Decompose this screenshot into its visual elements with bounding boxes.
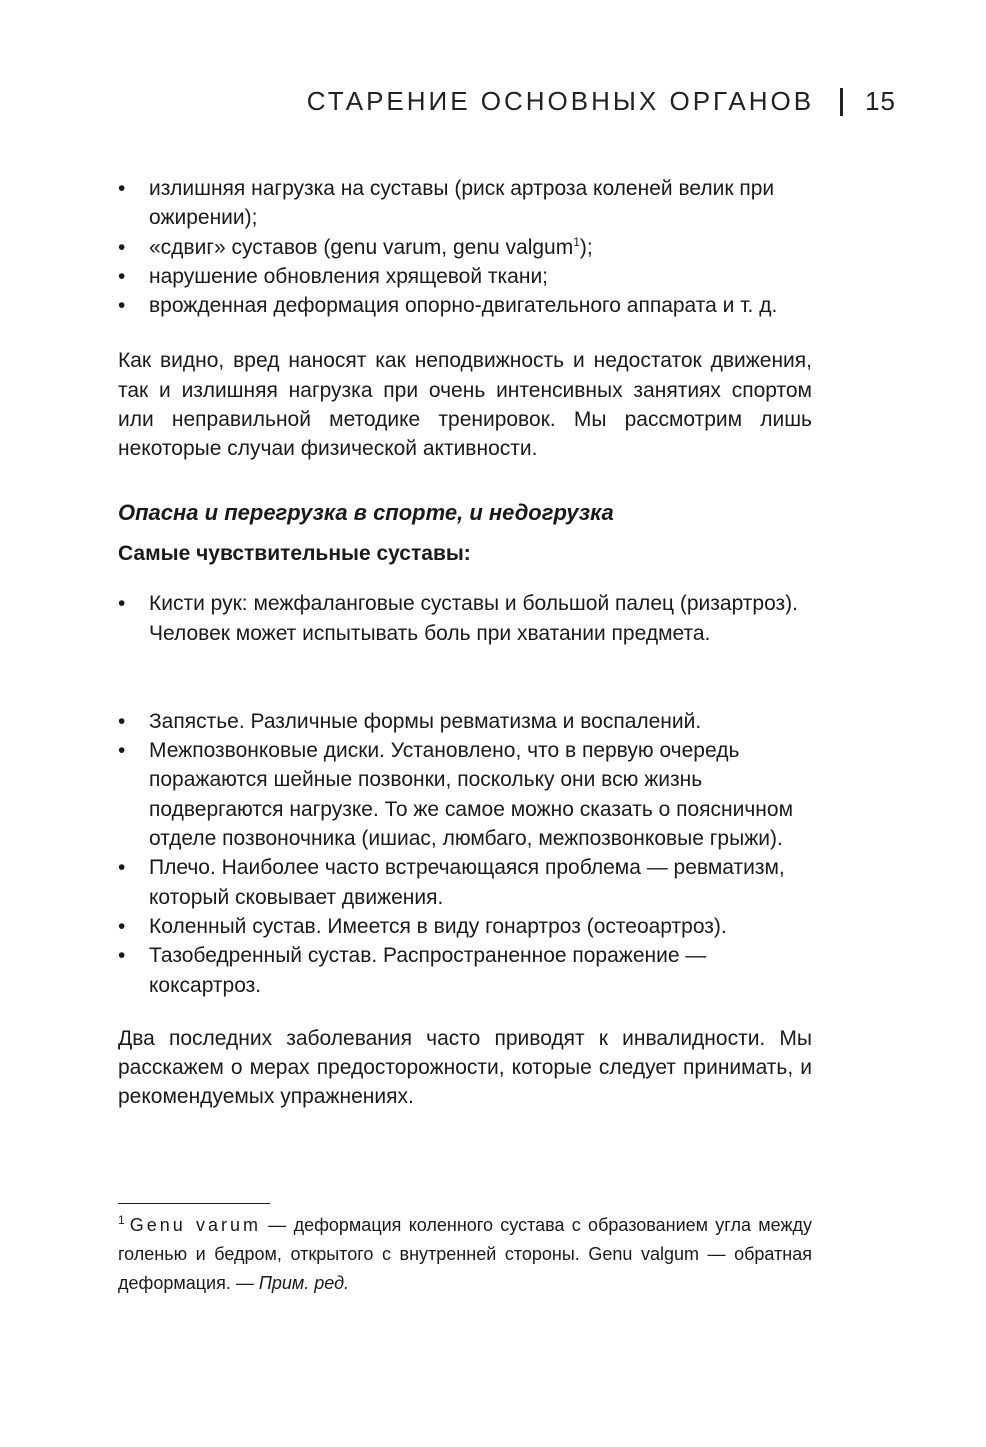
page-number: 15 xyxy=(865,86,896,116)
paragraph: Как видно, вред наносят как неподвижность и недостаток движения, так и излишняя нагрузка при очень интенсивных занятиях спортом или неправильной методике тренировок. Мы рассмотрим лишь некоторые случаи физической активности. xyxy=(118,349,812,461)
footnote-text: — деформация коленного сустава с образованием угла между голенью и бедром, открытого с внутренней стороны. Genu valgum — обратная деформация. — xyxy=(118,1215,812,1293)
subheading: Самые чувствительные суставы: xyxy=(118,541,471,565)
footnote-marker: 1 xyxy=(118,1213,125,1227)
list-item xyxy=(118,174,812,233)
list-item-text-tail: ); xyxy=(579,235,593,259)
footnote xyxy=(118,1211,812,1298)
list-item-text: излишняя нагрузка на суставы (риск артроза коленей велик при ожирении); xyxy=(149,177,775,230)
running-head-title: СТАРЕНИЕ ОСНОВНЫХ ОРГАНОВ xyxy=(306,86,815,116)
running-head xyxy=(307,86,896,117)
list-item: • Запястье. Различные формы ревматизма и воспалений. xyxy=(118,707,812,736)
list-item: • Плечо. Наиболее часто встречающаяся проблема — ревматизм, который сковывает движения. xyxy=(118,853,812,912)
list-item xyxy=(118,262,812,291)
footnote-divider xyxy=(118,1203,270,1204)
page-body xyxy=(118,174,812,1112)
list-item: • Кисти рук: межфаланговые суставы и большой палец (ризартроз). Человек может испытывать боль при хватании предмета. xyxy=(118,589,812,648)
joints-list-a xyxy=(118,589,812,648)
footnote-ref: 1 xyxy=(573,234,580,249)
causes-list xyxy=(118,174,812,320)
list-item xyxy=(118,291,812,320)
list-item: • Коленный сустав. Имеется в виду гонартроз (остеоартроз). xyxy=(118,912,812,941)
list-item: • Тазобедренный сустав. Распространенное поражение — коксартроз. xyxy=(118,941,812,1000)
list-item-text: «сдвиг» суставов (genu varum, genu valgum xyxy=(149,235,574,259)
list-item-text: нарушение обновления хрящевой ткани; xyxy=(149,264,549,288)
list-item: • Межпозвонковые диски. Установлено, что в первую очередь поражаются шейные позвонки, поскольку они всю жизнь подвергаются нагрузке. То же самое можно сказать о поясничном отделе позвоночника (ишиас, люмбаго, межпозвонковые грыжи). xyxy=(118,736,812,853)
list-item xyxy=(118,233,812,262)
joints-list-b xyxy=(118,707,812,1000)
list-item-text: врожденная деформация опорно-двигательного аппарата и т. д. xyxy=(149,294,778,318)
footnote-term: Genu varum xyxy=(129,1215,262,1235)
section-heading: Опасна и перегрузка в спорте, и недогрузка xyxy=(118,499,614,525)
footnote-editor-note: Прим. ред. xyxy=(258,1273,350,1293)
paragraph: Два последних заболевания часто приводят к инвалидности. Мы расскажем о мерах предосторожности, которые следует принимать, и рекомендуемых упражнениях. xyxy=(118,1026,812,1109)
running-head-separator xyxy=(840,88,843,116)
